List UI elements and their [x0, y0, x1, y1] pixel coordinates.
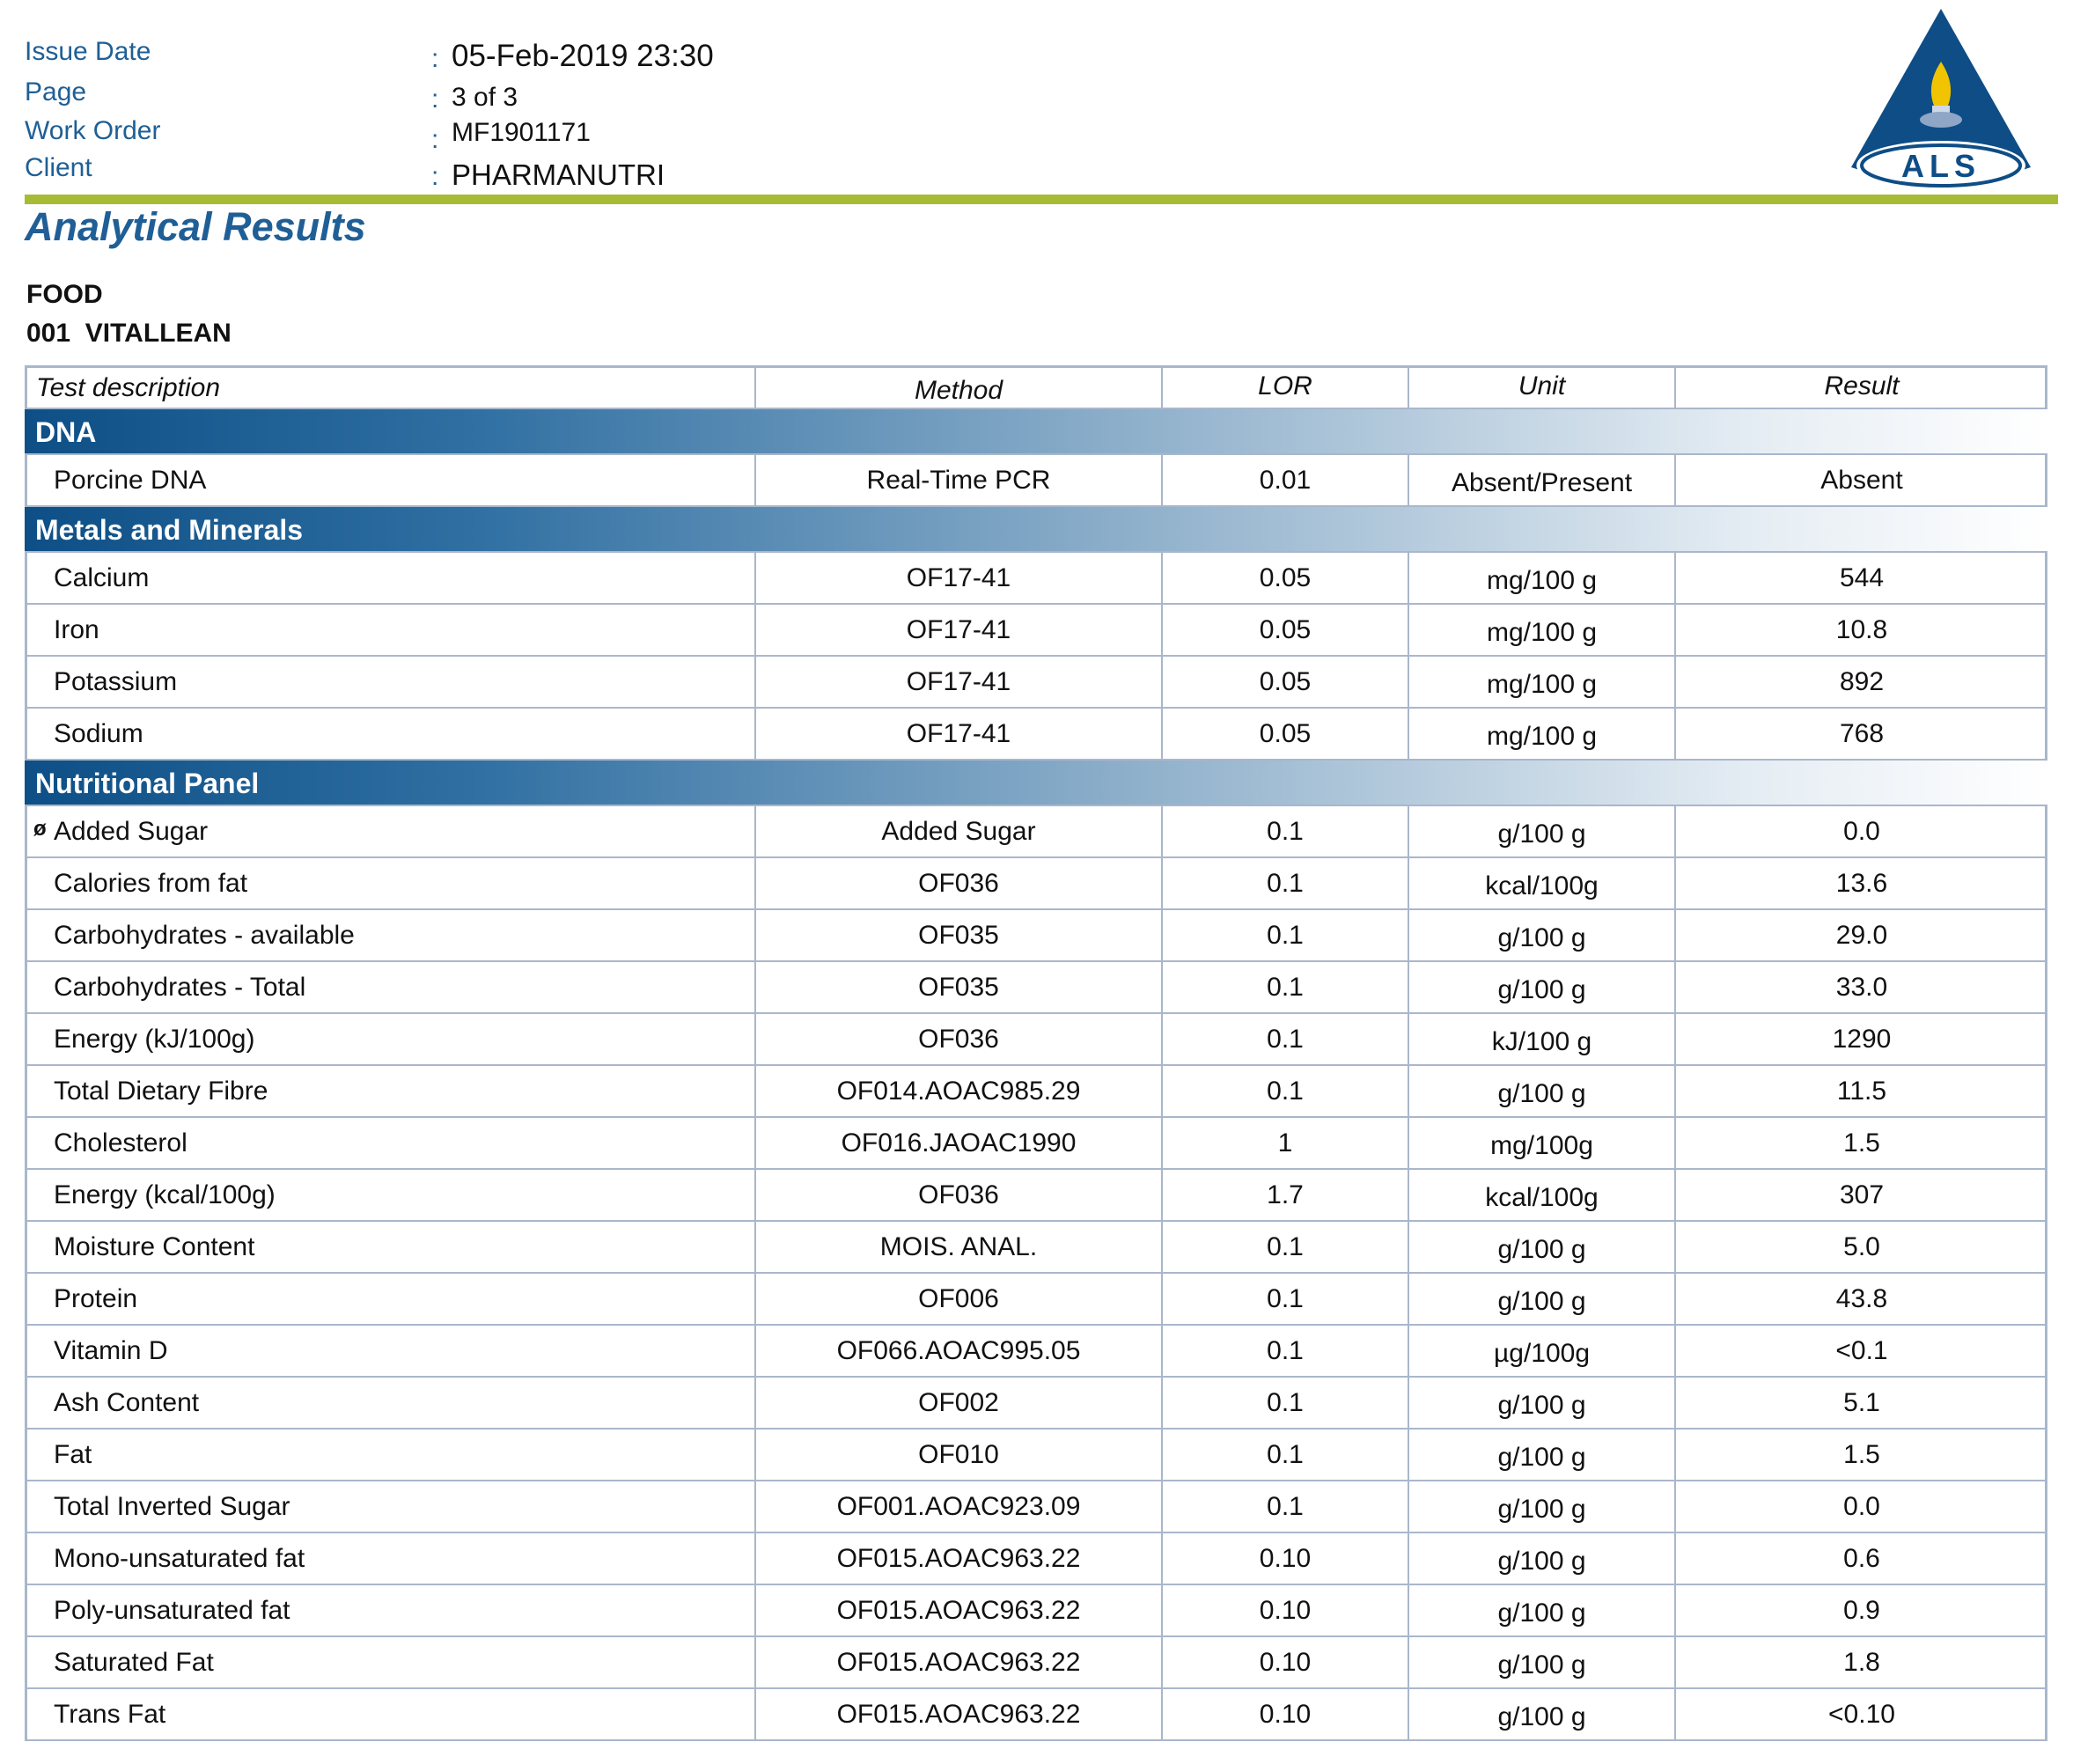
page-title: Analytical Results — [25, 204, 366, 249]
unit-cell: g/100 g — [1408, 910, 1674, 960]
unit-cell: mg/100 g — [1408, 553, 1674, 603]
issue-date-colon: : — [431, 44, 439, 73]
unit-cell: g/100 g — [1408, 806, 1674, 856]
table-row — [25, 1014, 2047, 1066]
lor-cell: 0.1 — [1161, 1066, 1408, 1116]
lor-cell: 0.10 — [1161, 1585, 1408, 1635]
table-row — [25, 1533, 2047, 1585]
method-cell: OF015.AOAC963.22 — [754, 1533, 1161, 1584]
result-cell: 33.0 — [1674, 962, 2047, 1012]
unit-cell: mg/100 g — [1408, 657, 1674, 707]
result-cell: 544 — [1674, 553, 2047, 603]
table-row — [25, 1326, 2047, 1378]
lor-cell: 0.05 — [1161, 657, 1408, 707]
unit-cell: g/100 g — [1408, 1689, 1674, 1739]
lor-cell: 0.1 — [1161, 858, 1408, 908]
matrix-label: FOOD — [26, 280, 103, 309]
col-header-lor: LOR — [1161, 368, 1408, 408]
table-row — [25, 962, 2047, 1014]
client-colon: : — [431, 162, 439, 191]
result-cell: 11.5 — [1674, 1066, 2047, 1116]
method-cell: OF002 — [754, 1378, 1161, 1428]
lor-cell: 0.10 — [1161, 1637, 1408, 1687]
table-row — [25, 1637, 2047, 1689]
page-label: Page — [25, 77, 87, 107]
method-cell: OF016.JAOAC1990 — [754, 1118, 1161, 1168]
col-header-test: Test description — [36, 372, 221, 402]
test-description-cell: Fat — [54, 1439, 92, 1469]
test-description-cell: Total Dietary Fibre — [54, 1076, 268, 1106]
unit-cell: g/100 g — [1408, 962, 1674, 1012]
method-cell: OF015.AOAC963.22 — [754, 1585, 1161, 1635]
unit-cell: g/100 g — [1408, 1066, 1674, 1116]
table-row — [25, 553, 2047, 605]
result-cell: 0.0 — [1674, 1481, 2047, 1532]
header-client-row — [0, 153, 2073, 191]
test-description-cell: Porcine DNA — [54, 465, 207, 495]
logo-text: ALS — [1901, 148, 1981, 184]
result-cell: 13.6 — [1674, 858, 2047, 908]
section-header — [25, 409, 2047, 455]
method-cell: MOIS. ANAL. — [754, 1222, 1161, 1272]
method-cell: Added Sugar — [754, 806, 1161, 856]
test-description-cell: Trans Fat — [54, 1699, 166, 1729]
method-cell: OF014.AOAC985.29 — [754, 1066, 1161, 1116]
unit-cell: g/100 g — [1408, 1378, 1674, 1428]
table-row — [25, 1481, 2047, 1533]
table-row — [25, 1430, 2047, 1481]
test-description-cell: Mono-unsaturated fat — [54, 1543, 305, 1573]
method-cell: OF17-41 — [754, 605, 1161, 655]
unit-cell: µg/100g — [1408, 1326, 1674, 1376]
test-description-cell: Poly-unsaturated fat — [54, 1595, 290, 1625]
results-table — [25, 365, 2047, 1741]
result-cell: 0.9 — [1674, 1585, 2047, 1635]
table-row — [25, 858, 2047, 910]
method-cell: OF17-41 — [754, 657, 1161, 707]
test-description-cell: Energy (kcal/100g) — [54, 1180, 276, 1209]
method-cell: OF17-41 — [754, 709, 1161, 759]
sample-label: 001 VITALLEAN — [26, 319, 232, 348]
test-description-cell: Calcium — [54, 562, 150, 592]
result-cell: 1.5 — [1674, 1118, 2047, 1168]
table-row — [25, 1066, 2047, 1118]
issue-date-label: Issue Date — [25, 37, 151, 66]
lor-cell: 0.05 — [1161, 709, 1408, 759]
table-row — [25, 910, 2047, 962]
section-title: DNA — [35, 415, 97, 448]
lor-cell: 0.05 — [1161, 605, 1408, 655]
result-cell: <0.10 — [1674, 1689, 2047, 1739]
lor-cell: 0.1 — [1161, 1274, 1408, 1324]
test-description-cell: Saturated Fat — [54, 1647, 214, 1677]
section-header — [25, 761, 2047, 806]
work-order-label: Work Order — [25, 116, 161, 145]
result-cell: 1290 — [1674, 1014, 2047, 1064]
method-cell: OF010 — [754, 1430, 1161, 1480]
unit-cell: kcal/100g — [1408, 858, 1674, 908]
section-header — [25, 507, 2047, 553]
col-header-method: Method — [754, 368, 1161, 408]
test-description-cell: Moisture Content — [54, 1231, 255, 1261]
method-cell: OF035 — [754, 962, 1161, 1012]
work-order-colon: : — [431, 125, 439, 154]
lor-cell: 0.10 — [1161, 1689, 1408, 1739]
result-cell: 307 — [1674, 1170, 2047, 1220]
test-description-cell: Protein — [54, 1283, 138, 1313]
method-cell: OF006 — [754, 1274, 1161, 1324]
table-row — [25, 1378, 2047, 1430]
result-cell: 892 — [1674, 657, 2047, 707]
unit-cell: mg/100 g — [1408, 605, 1674, 655]
table-row — [25, 1274, 2047, 1326]
table-row — [25, 1170, 2047, 1222]
test-description-cell: Cholesterol — [54, 1128, 187, 1158]
lor-cell: 1 — [1161, 1118, 1408, 1168]
header-page-row — [0, 77, 2073, 113]
result-cell: 0.0 — [1674, 806, 2047, 856]
section-title: Metals and Minerals — [35, 513, 304, 546]
lor-cell: 1.7 — [1161, 1170, 1408, 1220]
lor-cell: 0.1 — [1161, 1326, 1408, 1376]
table-row — [25, 657, 2047, 709]
client-label: Client — [25, 153, 92, 182]
unit-cell: Absent/Present — [1408, 455, 1674, 505]
lor-cell: 0.1 — [1161, 1222, 1408, 1272]
table-row — [25, 1222, 2047, 1274]
table-header-row — [25, 365, 2047, 409]
col-header-unit: Unit — [1408, 368, 1674, 408]
unit-cell: kJ/100 g — [1408, 1014, 1674, 1064]
method-cell: OF015.AOAC963.22 — [754, 1689, 1161, 1739]
lor-cell: 0.1 — [1161, 1378, 1408, 1428]
result-cell: Absent — [1674, 455, 2047, 505]
table-row — [25, 605, 2047, 657]
method-cell: OF036 — [754, 1170, 1161, 1220]
page-value: 3 of 3 — [452, 83, 518, 112]
lor-cell: 0.01 — [1161, 455, 1408, 505]
table-row — [25, 1585, 2047, 1637]
result-cell: 1.5 — [1674, 1430, 2047, 1480]
unit-cell: mg/100 g — [1408, 709, 1674, 759]
method-cell: OF001.AOAC923.09 — [754, 1481, 1161, 1532]
section-title: Nutritional Panel — [35, 767, 260, 799]
footnote-marker: ø — [33, 817, 47, 841]
test-description-cell: Carbohydrates - Total — [54, 972, 306, 1002]
table-row — [25, 1118, 2047, 1170]
method-cell: OF066.AOAC995.05 — [754, 1326, 1161, 1376]
lor-cell: 0.10 — [1161, 1533, 1408, 1584]
unit-cell: g/100 g — [1408, 1533, 1674, 1584]
lor-cell: 0.1 — [1161, 1430, 1408, 1480]
unit-cell: g/100 g — [1408, 1481, 1674, 1532]
result-cell: 43.8 — [1674, 1274, 2047, 1324]
test-description-cell: Added Sugar — [54, 816, 209, 846]
test-description-cell: Vitamin D — [54, 1335, 168, 1365]
test-description-cell: Calories from fat — [54, 868, 248, 898]
client-value: PHARMANUTRI — [452, 158, 665, 191]
test-description-cell: Potassium — [54, 666, 178, 696]
lor-cell: 0.05 — [1161, 553, 1408, 603]
result-cell: 1.8 — [1674, 1637, 2047, 1687]
test-description-cell: Energy (kJ/100g) — [54, 1024, 255, 1054]
table-row — [25, 455, 2047, 507]
lor-cell: 0.1 — [1161, 1481, 1408, 1532]
unit-cell: g/100 g — [1408, 1274, 1674, 1324]
result-cell: 5.0 — [1674, 1222, 2047, 1272]
unit-cell: g/100 g — [1408, 1585, 1674, 1635]
test-description-cell: Ash Content — [54, 1387, 200, 1417]
method-cell: OF015.AOAC963.22 — [754, 1637, 1161, 1687]
test-description-cell: Total Inverted Sugar — [54, 1491, 290, 1521]
table-row — [25, 709, 2047, 761]
result-cell: <0.1 — [1674, 1326, 2047, 1376]
col-header-result: Result — [1674, 368, 2047, 408]
result-cell: 10.8 — [1674, 605, 2047, 655]
table-row — [25, 1689, 2047, 1741]
method-cell: OF036 — [754, 858, 1161, 908]
work-order-value: MF1901171 — [452, 118, 591, 147]
method-cell: OF17-41 — [754, 553, 1161, 603]
lor-cell: 0.1 — [1161, 806, 1408, 856]
als-logo — [1844, 7, 2038, 192]
header-work-order-row — [0, 116, 2073, 154]
header-issue-date-row — [0, 37, 2073, 72]
lor-cell: 0.1 — [1161, 910, 1408, 960]
method-cell: OF036 — [754, 1014, 1161, 1064]
result-cell: 5.1 — [1674, 1378, 2047, 1428]
result-cell: 0.6 — [1674, 1533, 2047, 1584]
unit-cell: kcal/100g — [1408, 1170, 1674, 1220]
result-cell: 768 — [1674, 709, 2047, 759]
table-row — [25, 806, 2047, 858]
unit-cell: g/100 g — [1408, 1222, 1674, 1272]
unit-cell: mg/100g — [1408, 1118, 1674, 1168]
result-cell: 29.0 — [1674, 910, 2047, 960]
test-description-cell: Carbohydrates - available — [54, 920, 355, 950]
unit-cell: g/100 g — [1408, 1637, 1674, 1687]
test-description-cell: Iron — [54, 614, 99, 644]
lor-cell: 0.1 — [1161, 1014, 1408, 1064]
method-cell: OF035 — [754, 910, 1161, 960]
lor-cell: 0.1 — [1161, 962, 1408, 1012]
header-divider — [25, 195, 2058, 204]
test-description-cell: Sodium — [54, 718, 143, 748]
unit-cell: g/100 g — [1408, 1430, 1674, 1480]
method-cell: Real-Time PCR — [754, 455, 1161, 505]
issue-date-value: 05-Feb-2019 23:30 — [452, 39, 714, 73]
page-colon: : — [431, 85, 439, 114]
